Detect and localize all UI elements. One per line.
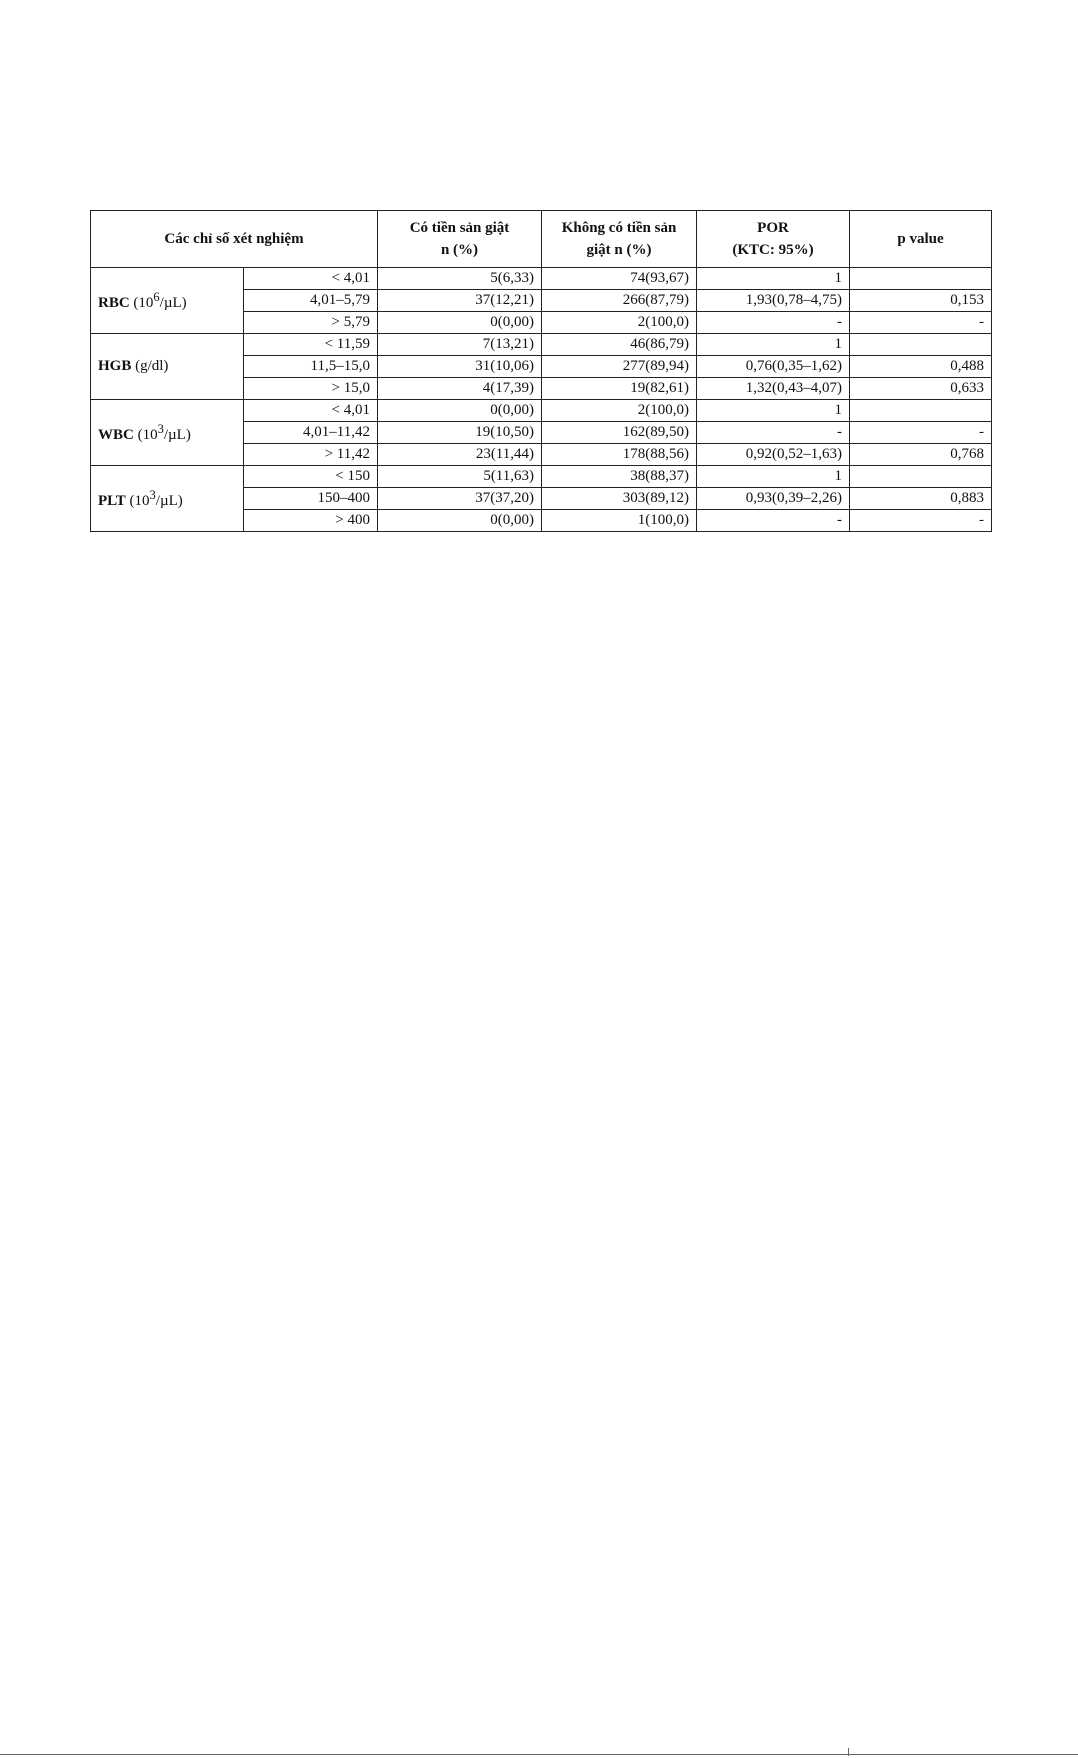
table-row — [91, 268, 992, 290]
parameter-name: RBC — [98, 295, 130, 311]
header-no-preeclampsia — [542, 211, 697, 268]
parameter-cell — [91, 466, 244, 532]
range-cell: < 11,59 — [244, 334, 378, 356]
table-body — [91, 268, 992, 532]
preeclampsia-cell: 19(10,50) — [378, 422, 542, 444]
no-preeclampsia-cell: 38(88,37) — [542, 466, 697, 488]
lab-results-table — [90, 210, 992, 532]
header-preeclampsia-line2: n (%) — [440, 242, 479, 258]
range-cell: 150–400 — [244, 488, 378, 510]
no-preeclampsia-cell: 162(89,50) — [542, 422, 697, 444]
parameter-unit-exponent: 3 — [149, 488, 156, 502]
no-preeclampsia-cell: 1(100,0) — [542, 510, 697, 532]
preeclampsia-cell: 37(12,21) — [378, 290, 542, 312]
range-cell: < 4,01 — [244, 400, 378, 422]
por-cell: 1 — [697, 268, 850, 290]
parameter-unit-suffix: /µL) — [155, 493, 183, 509]
preeclampsia-cell: 4(17,39) — [378, 378, 542, 400]
preeclampsia-cell: 5(11,63) — [378, 466, 542, 488]
no-preeclampsia-cell: 178(88,56) — [542, 444, 697, 466]
range-cell: 4,01–11,42 — [244, 422, 378, 444]
por-cell: 1 — [697, 334, 850, 356]
no-preeclampsia-cell: 2(100,0) — [542, 400, 697, 422]
parameter-unit: (10 — [133, 427, 158, 443]
por-cell: - — [697, 312, 850, 334]
parameter-unit: (10 — [129, 295, 154, 311]
preeclampsia-cell: 31(10,06) — [378, 356, 542, 378]
range-cell: > 15,0 — [244, 378, 378, 400]
no-preeclampsia-cell: 303(89,12) — [542, 488, 697, 510]
por-cell: 1,32(0,43–4,07) — [697, 378, 850, 400]
table-row — [91, 400, 992, 422]
page-bottom-rule — [0, 1754, 1078, 1755]
parameter-cell — [91, 334, 244, 400]
range-cell: 11,5–15,0 — [244, 356, 378, 378]
parameter-unit-suffix: /µL) — [159, 295, 187, 311]
no-preeclampsia-cell: 74(93,67) — [542, 268, 697, 290]
p-value-cell — [850, 400, 992, 422]
header-no-preeclampsia-line1: Không có tiền sản — [561, 220, 677, 236]
no-preeclampsia-cell: 46(86,79) — [542, 334, 697, 356]
p-value-cell: - — [850, 312, 992, 334]
parameter-unit: (10 — [125, 493, 150, 509]
p-value-cell — [850, 334, 992, 356]
parameter-name: WBC — [98, 427, 134, 443]
header-row — [91, 211, 992, 268]
p-value-cell: 0,633 — [850, 378, 992, 400]
header-por-line2: (KTC: 95%) — [732, 242, 814, 258]
parameter-unit: (g/dl) — [131, 358, 169, 374]
preeclampsia-cell: 0(0,00) — [378, 312, 542, 334]
p-value-cell: 0,883 — [850, 488, 992, 510]
p-value-cell: 0,153 — [850, 290, 992, 312]
preeclampsia-cell: 37(37,20) — [378, 488, 542, 510]
por-cell: 1 — [697, 466, 850, 488]
parameter-cell — [91, 268, 244, 334]
range-cell: > 5,79 — [244, 312, 378, 334]
no-preeclampsia-cell: 2(100,0) — [542, 312, 697, 334]
preeclampsia-cell: 5(6,33) — [378, 268, 542, 290]
header-por — [697, 211, 850, 268]
p-value-cell: - — [850, 510, 992, 532]
por-cell: 1 — [697, 400, 850, 422]
header-param: Các chỉ số xét nghiệm — [91, 211, 378, 268]
page-bottom-mark — [848, 1748, 857, 1756]
no-preeclampsia-cell: 19(82,61) — [542, 378, 697, 400]
range-cell: > 11,42 — [244, 444, 378, 466]
header-preeclampsia — [378, 211, 542, 268]
table-row — [91, 466, 992, 488]
no-preeclampsia-cell: 277(89,94) — [542, 356, 697, 378]
table-row — [91, 334, 992, 356]
preeclampsia-cell: 0(0,00) — [378, 510, 542, 532]
preeclampsia-cell: 7(13,21) — [378, 334, 542, 356]
por-cell: - — [697, 510, 850, 532]
parameter-name: PLT — [98, 493, 126, 509]
por-cell: 0,93(0,39–2,26) — [697, 488, 850, 510]
p-value-cell: - — [850, 422, 992, 444]
por-cell: 0,92(0,52–1,63) — [697, 444, 850, 466]
por-cell: - — [697, 422, 850, 444]
no-preeclampsia-cell: 266(87,79) — [542, 290, 697, 312]
range-cell: < 150 — [244, 466, 378, 488]
por-cell: 1,93(0,78–4,75) — [697, 290, 850, 312]
header-p-value: p value — [850, 211, 992, 268]
range-cell: 4,01–5,79 — [244, 290, 378, 312]
por-cell: 0,76(0,35–1,62) — [697, 356, 850, 378]
parameter-unit-suffix: /µL) — [163, 427, 191, 443]
range-cell: < 4,01 — [244, 268, 378, 290]
p-value-cell: 0,488 — [850, 356, 992, 378]
p-value-cell — [850, 268, 992, 290]
table-header — [91, 211, 992, 268]
header-por-line1: POR — [757, 220, 789, 236]
parameter-unit-exponent: 6 — [153, 290, 160, 304]
range-cell: > 400 — [244, 510, 378, 532]
p-value-cell: 0,768 — [850, 444, 992, 466]
p-value-cell — [850, 466, 992, 488]
parameter-unit-exponent: 3 — [157, 422, 164, 436]
parameter-cell — [91, 400, 244, 466]
parameter-name: HGB — [98, 358, 132, 374]
preeclampsia-cell: 23(11,44) — [378, 444, 542, 466]
preeclampsia-cell: 0(0,00) — [378, 400, 542, 422]
header-preeclampsia-line1: Có tiền sản giật — [409, 220, 510, 236]
header-no-preeclampsia-line2: giật n (%) — [586, 242, 652, 258]
